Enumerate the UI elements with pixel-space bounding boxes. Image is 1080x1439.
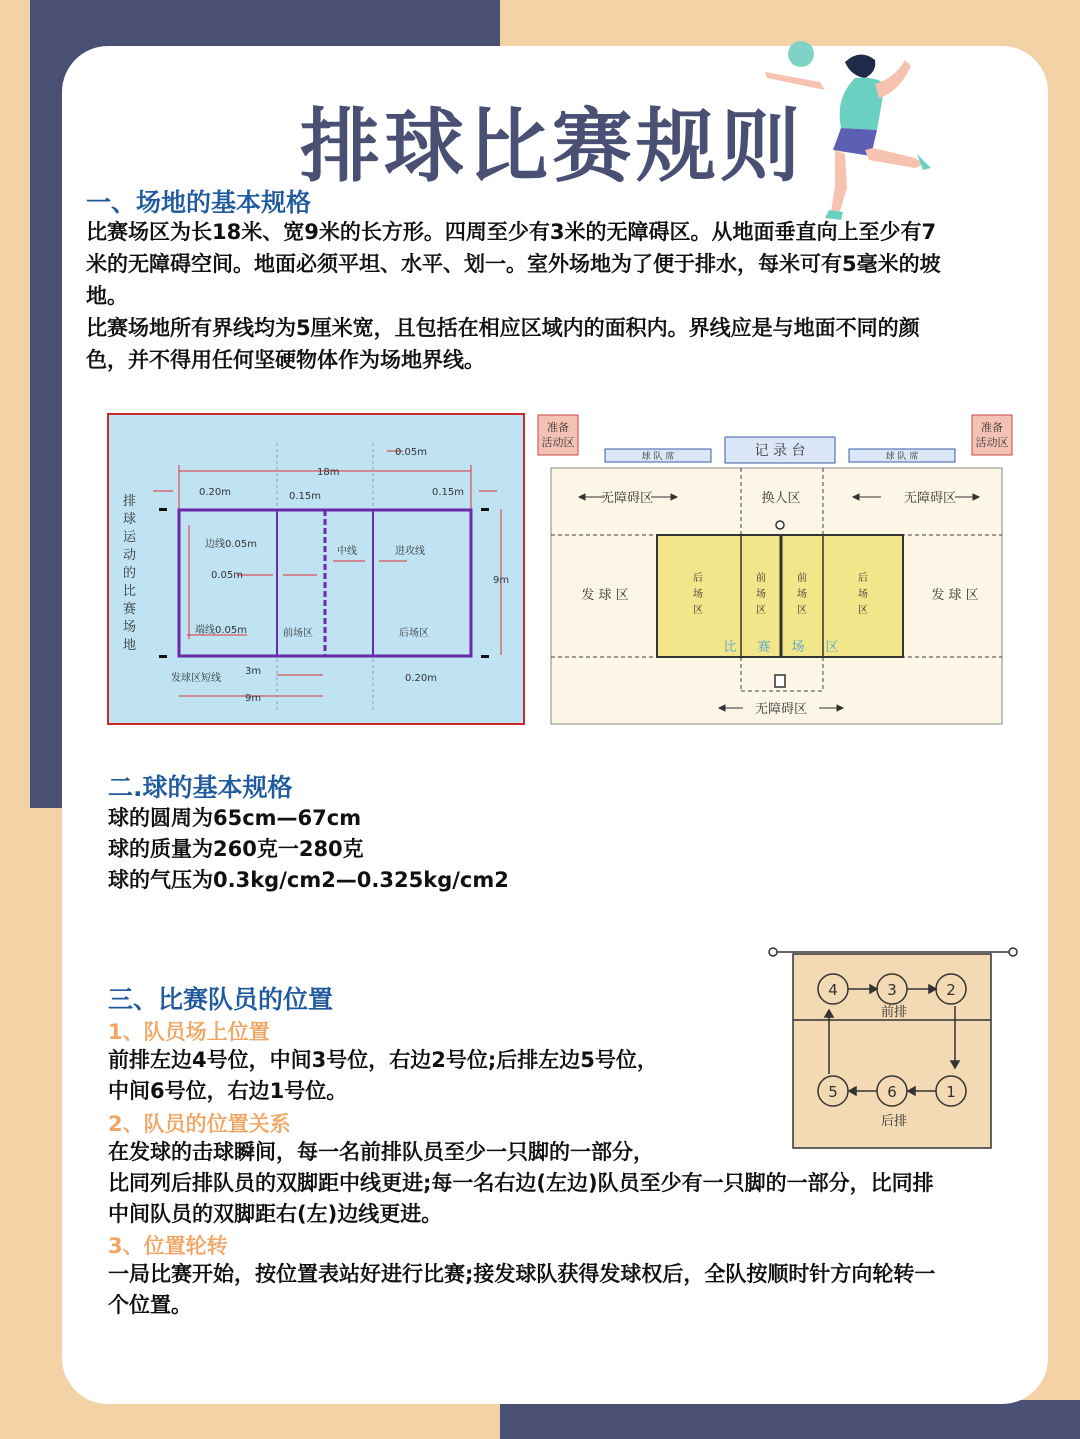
team-bench-right: 球 队 席: [885, 452, 919, 462]
section3-sub3: 3、位置轮转: [108, 1234, 228, 1258]
position-4: 4: [828, 981, 838, 999]
front-right-char: 场: [797, 589, 807, 600]
warmup-left-label: 准备: [547, 421, 569, 434]
vertical-title-char: 的: [123, 566, 137, 581]
label-020m: 0.20m: [199, 487, 232, 498]
position-1: 1: [946, 1083, 956, 1101]
section3-sub1-text: [108, 1045, 658, 1107]
court-area-char: 场: [791, 640, 805, 655]
section3-line: 一局比赛开始，按位置表站好进行比赛;接发球队获得发球权后，全队按顺时针方向轮转一: [108, 1262, 936, 1286]
label-9m-bottom: 9m: [245, 693, 262, 704]
front-row-label: 前排: [880, 1005, 908, 1020]
label-centerline: 中线: [337, 546, 357, 557]
label-serve-short: 发球区短线: [171, 673, 221, 684]
vertical-title-char: 球: [123, 512, 137, 527]
section2-line: 球的气压为0.3kg/cm2—0.325kg/cm2: [108, 868, 509, 892]
vertical-title-char: 赛: [123, 602, 137, 617]
position-2: 2: [946, 981, 956, 999]
court-layout-diagram: [535, 413, 1017, 728]
team-bench-left: 球 队 席: [641, 452, 675, 462]
warmup-right-label: 活动区: [975, 436, 1009, 449]
label-015m-right: 0.15m: [432, 487, 465, 498]
front-right-char: 前: [797, 573, 807, 584]
scorer-table-label: 记 录 台: [754, 443, 806, 459]
label-endline: 端线0.05m: [195, 625, 248, 636]
serve-left-label: 发 球 区: [581, 588, 629, 603]
page-title: 排球比赛规则: [300, 100, 804, 193]
vertical-title-char: 场: [123, 620, 137, 635]
back-left-char: 后: [693, 573, 703, 584]
section1-line: 地。: [86, 284, 128, 308]
section1-line: 比赛场区为长18米、宽9米的长方形。四周至少有3米的无障碍区。从地面垂直向上至少有7: [86, 220, 937, 244]
background-navy-strip: [500, 1400, 1080, 1439]
back-left-char: 区: [693, 605, 703, 616]
position-5: 5: [828, 1083, 838, 1101]
vertical-title-char: 排: [123, 494, 137, 509]
court-area-char: 区: [825, 640, 839, 655]
section2-text: [108, 803, 509, 896]
section3-line: 中间6号位，右边1号位。: [108, 1079, 348, 1103]
rotation-diagram: [765, 944, 1023, 1154]
front-left-char: 前: [756, 573, 766, 584]
back-right-char: 区: [858, 605, 868, 616]
front-left-char: 场: [756, 589, 766, 600]
section3-heading: 三、比赛队员的位置: [108, 985, 334, 1014]
section3-sub3-text: [108, 1259, 935, 1321]
section3-sub2: 2、队员的位置关系: [108, 1112, 291, 1136]
label-005m-left: 0.05m: [211, 570, 244, 581]
back-right-char: 后: [858, 573, 868, 584]
front-right-char: 区: [797, 605, 807, 616]
section3-line: 中间队员的双脚距右(左)边线更进。: [108, 1202, 443, 1226]
section3-line: 比同列后排队员的双脚距中线更进;每一名右边(左边)队员至少有一只脚的一部分，比同排: [108, 1171, 934, 1195]
label-sideline: 边线0.05m: [205, 539, 258, 550]
volleyball-player-illustration: [765, 38, 945, 228]
sub-zone-label: 换人区: [761, 491, 801, 506]
section1-heading: 一、场地的基本规格: [86, 188, 312, 217]
vertical-title-char: 比: [123, 584, 137, 599]
label-9m-height: 9m: [493, 575, 510, 586]
vertical-title-char: 运: [123, 530, 137, 545]
court-dimensions-diagram: [107, 413, 525, 725]
serve-right-label: 发 球 区: [931, 588, 979, 603]
section3-line: 前排左边4号位，中间3号位，右边2号位;后排左边5号位，: [108, 1048, 658, 1072]
back-left-char: 场: [693, 589, 703, 600]
label-3m: 3m: [245, 666, 262, 677]
free-zone-right-label: 无障碍区: [903, 491, 957, 506]
free-zone-bottom-label: 无障碍区: [754, 702, 808, 717]
section2-heading: 二.球的基本规格: [108, 773, 293, 802]
label-attackline: 进攻线: [395, 546, 425, 557]
label-18m: 18m: [317, 467, 340, 478]
vertical-title-char: 动: [123, 548, 137, 563]
back-right-char: 场: [858, 589, 868, 600]
label-005m-top: 0.05m: [395, 447, 428, 458]
label-020m-bottom: 0.20m: [405, 673, 438, 684]
section2-line: 球的质量为260克一280克: [108, 837, 364, 861]
label-back-zone: 后场区: [399, 628, 429, 639]
section3-line: 个位置。: [108, 1293, 192, 1317]
position-3: 3: [887, 981, 897, 999]
front-left-char: 区: [756, 605, 766, 616]
section1-line: 米的无障碍空间。地面必须平坦、水平、划一。室外场地为了便于排水，每米可有5毫米的坡: [86, 252, 941, 276]
warmup-right-label: 准备: [981, 421, 1003, 434]
court-area-char: 赛: [757, 640, 771, 655]
section1-text: [86, 216, 941, 376]
label-front-zone: 前场区: [283, 628, 313, 639]
back-row-label: 后排: [880, 1114, 908, 1129]
section1-line: 比赛场地所有界线均为5厘米宽，且包括在相应区域内的面积内。界线应是与地面不同的颜: [86, 316, 920, 340]
free-zone-left-label: 无障碍区: [600, 491, 654, 506]
section1-line: 色，并不得用任何坚硬物体作为场地界线。: [86, 348, 485, 372]
label-015m-left: 0.15m: [289, 491, 322, 502]
section3-sub1: 1、队员场上位置: [108, 1020, 270, 1044]
warmup-left-label: 活动区: [541, 436, 575, 449]
court-area-char: 比: [723, 640, 737, 655]
section3-line: 在发球的击球瞬间，每一名前排队员至少一只脚的一部分，: [108, 1140, 654, 1164]
vertical-title-char: 地: [123, 638, 137, 653]
position-6: 6: [887, 1083, 897, 1101]
section2-line: 球的圆周为65cm—67cm: [108, 806, 362, 830]
